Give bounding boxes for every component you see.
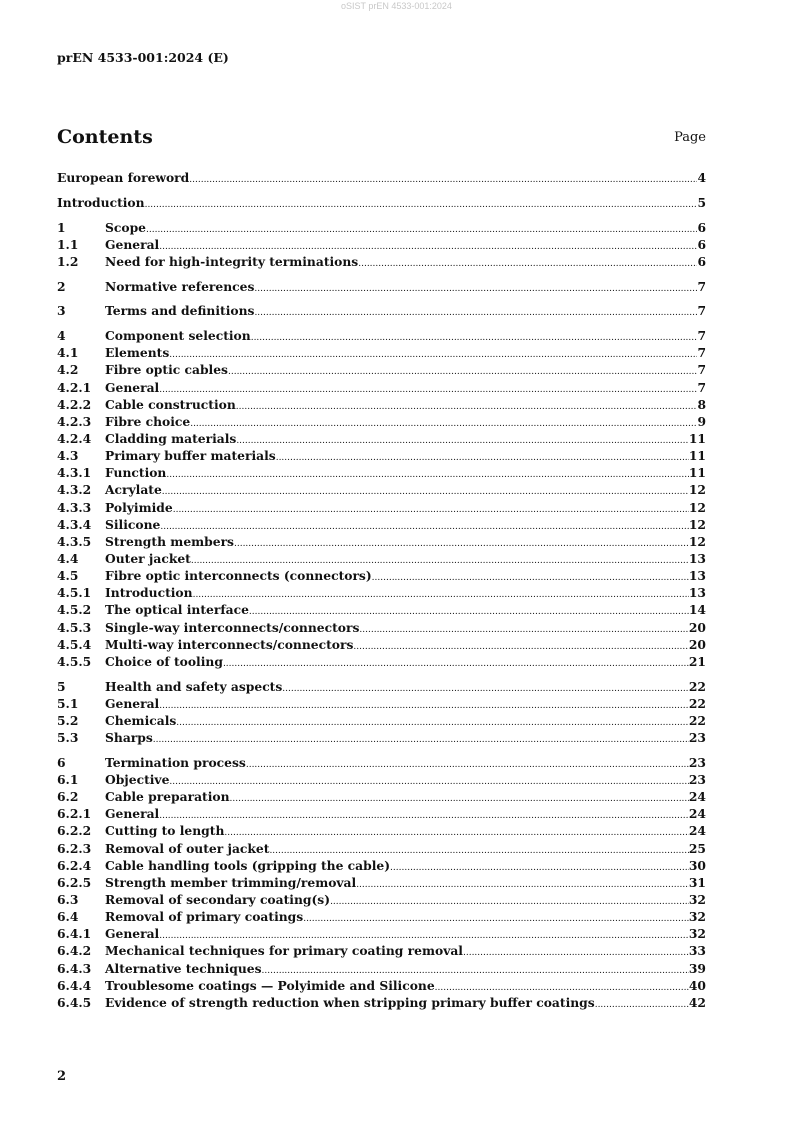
toc-entry-label: Need for high-integrity terminations (105, 253, 359, 269)
toc-entry[interactable] (57, 550, 706, 567)
toc-entry-label: General (105, 926, 160, 942)
toc-entry-page: 22 (688, 695, 706, 711)
toc-entry-page: 14 (688, 602, 706, 618)
toc-entry[interactable] (57, 253, 706, 270)
toc-entry-number: 6.4.2 (57, 943, 92, 959)
toc-entry-number: 6.3 (57, 891, 79, 907)
toc-entry[interactable] (57, 464, 706, 481)
toc-entry[interactable] (57, 533, 706, 550)
toc-dot-leader (358, 254, 697, 273)
toc-entry-label: Primary buffer materials (105, 448, 276, 464)
toc-entry-number: 4.2.3 (57, 413, 92, 429)
toc-entry-page: 20 (688, 619, 706, 635)
toc-entry-page: 23 (688, 730, 706, 746)
toc-entry[interactable] (57, 874, 706, 891)
toc-entry[interactable] (57, 379, 706, 396)
toc-entry-number: 4.2.1 (57, 379, 92, 395)
toc-entry-label: Cladding materials (105, 431, 237, 447)
toc-dot-leader (153, 730, 689, 749)
toc-entry-label: General (105, 236, 160, 252)
toc-entry[interactable] (57, 302, 706, 319)
toc-entry-page: 7 (697, 278, 706, 294)
toc-entry[interactable] (57, 960, 706, 977)
toc-entry-page: 39 (688, 960, 706, 976)
toc-entry-number: 4.5 (57, 568, 79, 584)
toc-entry-page: 5 (697, 194, 706, 210)
watermark: oSIST prEN 4533-001:2024 (341, 1, 452, 11)
page-title: Contents (57, 126, 153, 148)
toc-entry-number: 6.4.3 (57, 960, 92, 976)
toc-entry-page: 23 (688, 771, 706, 787)
toc-entry-label: Chemicals (105, 712, 177, 728)
toc-entry[interactable] (57, 327, 706, 344)
toc-entry-number: 4.3.5 (57, 533, 92, 549)
toc-entry[interactable] (57, 567, 706, 584)
toc-entry-number: 6.2.2 (57, 823, 92, 839)
toc-entry[interactable] (57, 942, 706, 959)
toc-entry[interactable] (57, 908, 706, 925)
toc-entry[interactable] (57, 653, 706, 670)
toc-entry[interactable] (57, 857, 706, 874)
toc-entry-page: 12 (688, 533, 706, 549)
toc-entry-number: 6.1 (57, 771, 79, 787)
toc-entry-label: Cutting to length (105, 823, 225, 839)
toc-dot-leader (223, 654, 689, 673)
toc-entry-label: Terms and definitions (105, 303, 255, 319)
toc-entry[interactable] (57, 994, 706, 1011)
toc-entry-page: 11 (688, 448, 706, 464)
toc-entry-label: General (105, 695, 160, 711)
toc-entry[interactable] (57, 396, 706, 413)
toc-entry-page: 33 (688, 943, 706, 959)
toc-entry-page: 42 (688, 994, 706, 1010)
toc-entry-label: Removal of primary coatings (105, 909, 304, 925)
toc-entry[interactable] (57, 925, 706, 942)
toc-entry-label: Strength members (105, 533, 234, 549)
toc-entry-number: 5 (57, 678, 66, 694)
toc-entry-page: 13 (688, 568, 706, 584)
toc-entry-page: 22 (688, 712, 706, 728)
toc-entry-label: Cable preparation (105, 789, 230, 805)
toc-entry-label: Introduction (105, 585, 193, 601)
toc-entry-label: Function (105, 465, 167, 481)
toc-entry-page: 21 (688, 653, 706, 669)
toc-entry-page: 20 (688, 636, 706, 652)
toc-entry-label: Mechanical techniques for primary coating removal (105, 943, 463, 959)
toc-entry-label: Scope (105, 219, 146, 235)
toc-entry-page: 32 (688, 891, 706, 907)
toc-entry[interactable] (57, 413, 706, 430)
toc-entry-label: Fibre choice (105, 413, 191, 429)
toc-entry-number: 4.2 (57, 362, 79, 378)
toc-entry-label: European foreword (57, 170, 190, 185)
toc-entry-number: 1.1 (57, 236, 79, 252)
toc-dot-leader (189, 170, 697, 189)
toc-entry-page: 22 (688, 678, 706, 694)
toc-entry-number: 4.3.3 (57, 499, 92, 515)
toc-entry-label: Evidence of strength reduction when stripping primary buffer coatings (105, 994, 595, 1010)
toc-entry-number: 6.2 (57, 789, 79, 805)
toc-entry-page: 11 (688, 465, 706, 481)
toc-entry-number: 1 (57, 219, 66, 235)
toc-entry-label: Fibre optic cables (105, 362, 228, 378)
toc-entry-label: General (105, 806, 160, 822)
toc-entry-label: Termination process (105, 754, 246, 770)
toc-entry-page: 23 (688, 754, 706, 770)
toc-entry-page: 24 (688, 806, 706, 822)
toc-entry-page: 7 (697, 379, 706, 395)
toc-entry[interactable] (57, 236, 706, 253)
toc-entry-page: 12 (688, 499, 706, 515)
toc-entry-page: 11 (688, 431, 706, 447)
toc-entry-page: 25 (688, 840, 706, 856)
toc-entry-label: General (105, 379, 160, 395)
toc-entry-label: Acrylate (105, 482, 162, 498)
toc-entry-number: 4.3.1 (57, 465, 92, 481)
toc-entry-label: Outer jacket (105, 551, 191, 567)
toc-entry[interactable] (57, 361, 706, 378)
toc-entry-page: 32 (688, 926, 706, 942)
toc-entry[interactable] (57, 619, 706, 636)
toc-entry-number: 4.3 (57, 448, 79, 464)
toc-entry-number: 6.2.1 (57, 806, 92, 822)
toc-entry-page: 8 (697, 396, 706, 412)
toc-entry-label: Component selection (105, 328, 251, 344)
toc-entry-label: Objective (105, 771, 170, 787)
toc-entry-number: 5.3 (57, 730, 79, 746)
toc-entry-page: 4 (697, 170, 706, 185)
toc-entry-number: 6.2.3 (57, 840, 92, 856)
toc-dot-leader (145, 195, 698, 214)
toc-entry[interactable] (57, 840, 706, 857)
toc-entry-label: Choice of tooling (105, 653, 223, 669)
toc-entry-page: 30 (688, 857, 706, 873)
toc-entry-label: The optical interface (105, 602, 249, 618)
toc-entry-page: 7 (697, 328, 706, 344)
toc-entry-label: Elements (105, 345, 170, 361)
toc-entry-page: 9 (697, 413, 706, 429)
toc-entry-label: Cable construction (105, 396, 236, 412)
page-column-label: Page (674, 130, 706, 145)
toc-entry[interactable] (57, 891, 706, 908)
toc-entry-label: Multi-way interconnects/connectors (105, 636, 354, 652)
toc-entry-number: 6.4.1 (57, 926, 92, 942)
toc-entry-number: 6.2.4 (57, 857, 92, 873)
toc-entry-number: 4.2.2 (57, 396, 92, 412)
toc-entry-page: 13 (688, 551, 706, 567)
toc-entry-label: Alternative techniques (105, 960, 262, 976)
toc-entry[interactable] (57, 678, 706, 695)
document-id: prEN 4533-001:2024 (E) (57, 50, 229, 65)
toc-entry-page: 40 (688, 977, 706, 993)
toc-entry[interactable] (57, 584, 706, 601)
toc-entry[interactable] (57, 344, 706, 361)
toc-entry-label: Polyimide (105, 499, 173, 515)
toc-entry[interactable] (57, 447, 706, 464)
toc-entry[interactable] (57, 481, 706, 498)
toc-entry[interactable] (57, 822, 706, 839)
toc-entry-page: 12 (688, 516, 706, 532)
toc-entry[interactable] (57, 219, 706, 236)
toc-entry-number: 5.1 (57, 695, 79, 711)
toc-entry-label: Normative references (105, 278, 255, 294)
toc-entry[interactable] (57, 278, 706, 295)
toc-entry-label: Cable handling tools (gripping the cable) (105, 857, 391, 873)
toc-entry-page: 32 (688, 909, 706, 925)
toc-entry-number: 6.4.4 (57, 977, 92, 993)
toc-entry-number: 4.3.4 (57, 516, 92, 532)
toc-entry-number: 4.1 (57, 345, 79, 361)
toc-entry[interactable] (57, 194, 706, 211)
toc-entry[interactable] (57, 636, 706, 653)
toc-entry-number: 6.2.5 (57, 874, 92, 890)
toc-entry-label: Silicone (105, 516, 161, 532)
toc-entry-number: 4 (57, 328, 66, 344)
toc-entry-number: 3 (57, 303, 66, 319)
toc-entry-page: 7 (697, 303, 706, 319)
toc-entry-number: 4.5.2 (57, 602, 92, 618)
toc-dot-leader (595, 995, 689, 1014)
toc-entry-number: 4.5.3 (57, 619, 92, 635)
toc-entry-label: Fibre optic interconnects (connectors) (105, 568, 372, 584)
page-number: 2 (57, 1069, 67, 1084)
toc-entry-page: 12 (688, 482, 706, 498)
toc-entry-label: Strength member trimming/removal (105, 874, 357, 890)
toc-entry-label: Health and safety aspects (105, 678, 283, 694)
toc-entry-label: Removal of secondary coating(s) (105, 891, 331, 907)
toc-entry-number: 6.4.5 (57, 994, 92, 1010)
toc-entry-number: 6.4 (57, 909, 79, 925)
toc-entry-number: 2 (57, 278, 66, 294)
toc-entry-page: 7 (697, 362, 706, 378)
toc-entry-number: 4.2.4 (57, 431, 92, 447)
toc-entry[interactable] (57, 771, 706, 788)
toc-entry-number: 4.5.1 (57, 585, 92, 601)
toc-entry[interactable] (57, 754, 706, 771)
toc-entry-page: 6 (697, 236, 706, 252)
toc-entry[interactable] (57, 601, 706, 618)
toc-entry-page: 7 (697, 345, 706, 361)
toc-entry-label: Troublesome coatings — Polyimide and Silicone (105, 977, 435, 993)
toc-entry[interactable] (57, 516, 706, 533)
toc-entry-page: 31 (688, 874, 706, 890)
toc-entry[interactable] (57, 729, 706, 746)
toc-entry-number: 6 (57, 754, 66, 770)
toc-entry-page: 6 (697, 219, 706, 235)
toc-entry-label: Removal of outer jacket (105, 840, 270, 856)
table-of-contents (57, 169, 706, 1011)
toc-entry-page: 6 (697, 253, 706, 269)
toc-dot-leader (254, 303, 697, 322)
toc-entry-number: 5.2 (57, 712, 79, 728)
toc-entry-label: Sharps (105, 730, 153, 746)
toc-entry[interactable] (57, 695, 706, 712)
toc-entry-number: 4.3.2 (57, 482, 92, 498)
toc-entry[interactable] (57, 977, 706, 994)
toc-entry-page: 24 (688, 789, 706, 805)
toc-dot-leader (254, 279, 697, 298)
toc-entry[interactable] (57, 788, 706, 805)
toc-entry-page: 24 (688, 823, 706, 839)
toc-entry-number: 4.5.5 (57, 653, 92, 669)
toc-entry[interactable] (57, 169, 706, 186)
toc-entry[interactable] (57, 805, 706, 822)
toc-entry-label: Introduction (57, 194, 145, 210)
toc-entry-number: 1.2 (57, 253, 79, 269)
toc-entry[interactable] (57, 499, 706, 516)
toc-entry[interactable] (57, 712, 706, 729)
toc-entry-label: Single-way interconnects/connectors (105, 619, 360, 635)
toc-entry-number: 4.4 (57, 551, 79, 567)
toc-entry[interactable] (57, 430, 706, 447)
toc-entry-page: 13 (688, 585, 706, 601)
toc-entry-number: 4.5.4 (57, 636, 92, 652)
